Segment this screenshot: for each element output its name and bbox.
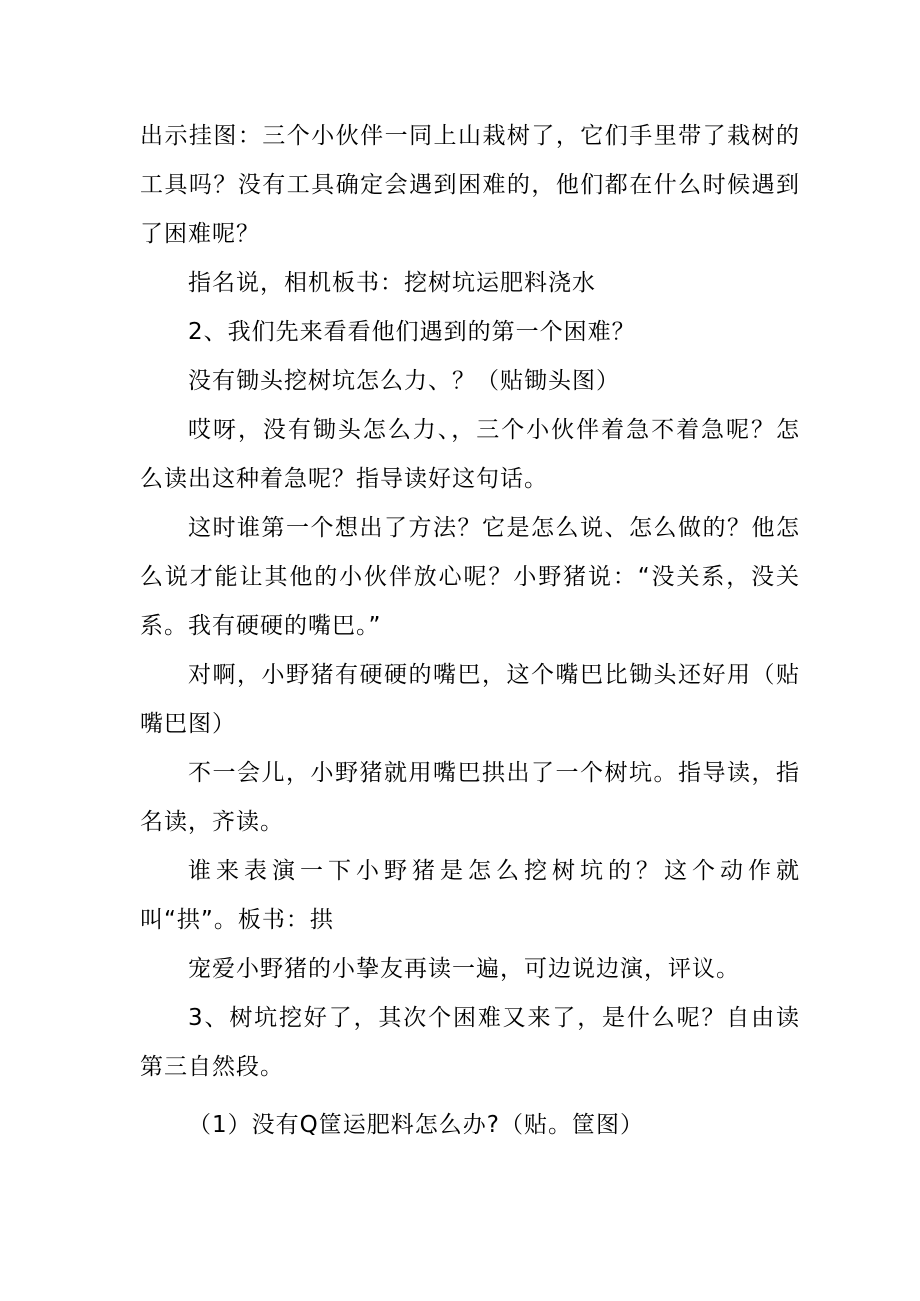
paragraph-anxious: 哎呀，没有锄头怎么力、，三个小伙伴着急不着急呢？怎么读出这种着急呢？指导读好这句话。 bbox=[140, 417, 800, 492]
paragraph-blackboard: 指名说，相机板书：挖树坑运肥料浇水 bbox=[188, 270, 596, 296]
paragraph-step-2: 2、我们先来看看他们遇到的第一个困难？ bbox=[188, 319, 636, 345]
paragraph-first-idea: 这时谁第一个想出了方法？它是怎么说、怎么做的？他怎么说才能让其他的小伙伴放心呢？小野猪说：“没关系，没关系。我有硬硬的嘴巴。” bbox=[140, 515, 800, 639]
paragraph-perform: 谁来表演一下小野猪是怎么挖树坑的？这个动作就叫“拱”。板书：拱 bbox=[140, 858, 800, 933]
paragraph-intro: 出示挂图：三个小伙伴一同上山栽树了，它们手里带了栽树的工具吗？没有工具确定会遇到困难的，他们都在什么时候遇到了困难呢？ bbox=[140, 123, 800, 247]
paragraph-tree-pit: 不一会儿，小野猪就用嘴巴拱出了一个树坑。指导读，指名读，齐读。 bbox=[140, 760, 800, 835]
paragraph-hard-mouth: 对啊，小野猪有硬硬的嘴巴，这个嘴巴比锄头还好用（贴嘴巴图） bbox=[140, 662, 800, 737]
paragraph-basket: （1）没有Q筐运肥料怎么办?（贴。筐图） bbox=[188, 1112, 644, 1138]
paragraph-step-3: 3、树坑挖好了，其次个困难又来了，是什么呢？自由读第三自然段。 bbox=[140, 1005, 800, 1080]
paragraph-reread: 宠爱小野猪的小挚友再读一遍，可边说边演，评议。 bbox=[188, 956, 740, 982]
paragraph-no-hoe: 没有锄头挖树坑怎么力、？（贴锄头图） bbox=[188, 368, 620, 394]
